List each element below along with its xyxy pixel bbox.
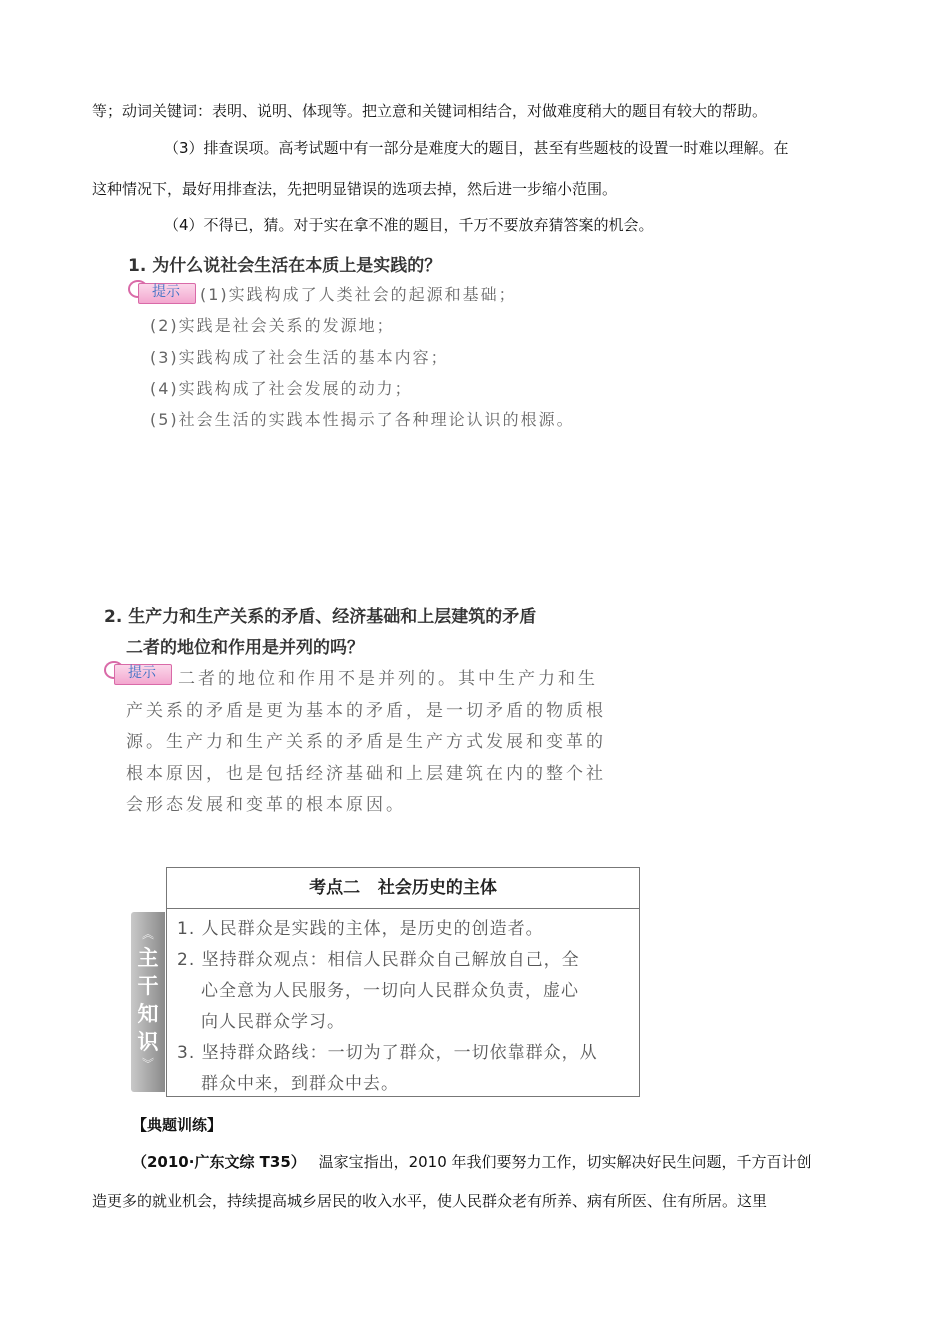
question-2-title-cont: 二者的地位和作用是并列的吗？ <box>126 638 364 658</box>
answer-line: 根本原因，也是包括经济基础和上层建筑在内的整个社 <box>126 764 606 784</box>
key-point-title: 考点二 社会历史的主体 <box>167 868 639 909</box>
answer-line: 会形态发展和变革的根本原因。 <box>126 795 406 815</box>
answer-line: (3)实践构成了社会生活的基本内容； <box>150 348 449 367</box>
body-text-line: 这种情况下，最好用排查法，先把明显错误的选项去掉，然后进一步缩小范围。 <box>92 180 618 198</box>
key-point-box <box>166 867 640 1097</box>
main-knowledge-tab <box>131 912 165 1092</box>
key-point-line: 3. 坚持群众路线：一切为了群众，一切依靠群众，从 <box>177 1043 598 1063</box>
key-point-line: 群众中来，到群众中去。 <box>201 1074 399 1094</box>
answer-line: (2)实践是社会关系的发源地； <box>150 316 395 335</box>
double-chevron-up-icon: ︽ <box>141 927 154 941</box>
question-1-title: 1. 为什么说社会生活在本质上是实践的？ <box>128 256 442 276</box>
answer-line: 产关系的矛盾是更为基本的矛盾，是一切矛盾的物质根 <box>126 701 606 721</box>
body-text-line: 等；动词关键词：表明、说明、体现等。把立意和关键词相结合，对做难度稍大的题目有较大的帮助。 <box>92 102 768 120</box>
body-text-line: （3）排查误项。高考试题中有一部分是难度大的题目，甚至有些题枝的设置一时难以理解。在 <box>164 139 789 157</box>
body-text-line: 造更多的就业机会，持续提高城乡居民的收入水平，使人民群众老有所养、病有所医、住有所居。这里 <box>92 1192 768 1210</box>
hint-tag-label: 提示 <box>128 665 156 681</box>
side-tab-char: 主 <box>137 946 159 970</box>
hint-tag-label: 提示 <box>152 284 180 300</box>
answer-line: 源。生产力和生产关系的矛盾是生产方式发展和变革的 <box>126 732 606 752</box>
key-point-line: 1. 人民群众是实践的主体，是历史的创造者。 <box>177 919 544 939</box>
answer-line: (5)社会生活的实践本性揭示了各种理论认识的根源。 <box>150 410 575 429</box>
body-text-line: （4）不得已，猜。对于实在拿不准的题目，千万不要放弃猜答案的机会。 <box>164 216 654 234</box>
side-tab-char: 知 <box>137 1002 159 1026</box>
hint-tag <box>128 280 198 304</box>
answer-line: 二者的地位和作用不是并列的。其中生产力和生 <box>178 669 598 689</box>
side-tab-char: 识 <box>137 1030 159 1054</box>
question-source: （2010·广东文综 T35） <box>132 1153 306 1171</box>
key-point-line: 2. 坚持群众观点：相信人民群众自己解放自己，全 <box>177 950 580 970</box>
body-text-line <box>132 1153 812 1171</box>
double-chevron-down-icon: ︾ <box>141 1057 154 1071</box>
key-point-line: 心全意为人民服务，一切向人民群众负责，虚心 <box>201 981 579 1001</box>
side-tab-char: 干 <box>137 974 159 998</box>
section-title: 【典题训练】 <box>132 1116 223 1134</box>
key-point-line: 向人民群众学习。 <box>201 1012 345 1032</box>
hint-tag <box>104 661 174 685</box>
question-text: 温家宝指出，2010 年我们要努力工作，切实解决好民生问题，千方百计创 <box>318 1153 812 1171</box>
answer-line: (4)实践构成了社会发展的动力； <box>150 379 413 398</box>
answer-line: (1)实践构成了人类社会的起源和基础； <box>200 285 517 304</box>
question-2-title: 2. 生产力和生产关系的矛盾、经济基础和上层建筑的矛盾 <box>104 607 537 627</box>
